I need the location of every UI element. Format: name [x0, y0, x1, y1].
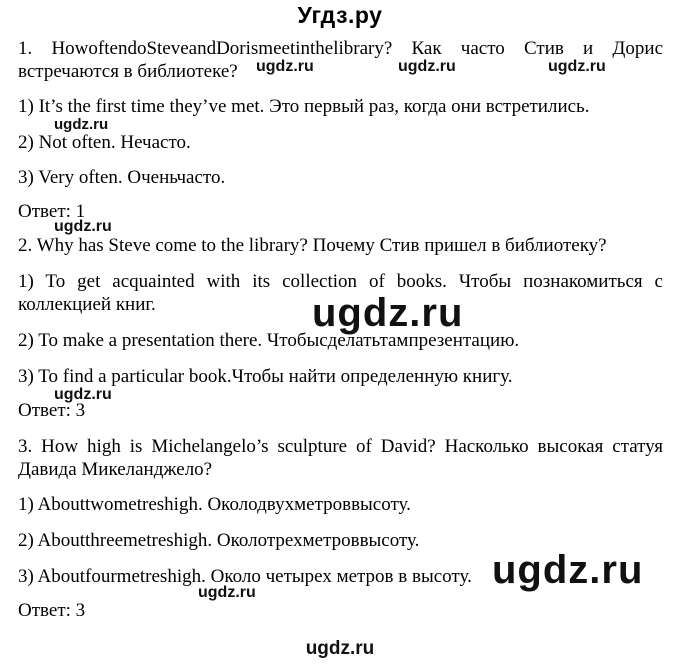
question-1-option-3: 3) Very often. Оченьчасто.: [18, 167, 226, 188]
watermark-small: ugdz.ru: [54, 218, 112, 235]
site-title: Угдз.ру: [297, 2, 383, 28]
watermark-small: ugdz.ru: [548, 58, 606, 75]
watermark-small: ugdz.ru: [54, 386, 112, 403]
watermark-small: ugdz.ru: [256, 58, 314, 75]
question-1-text-line-2: встречаются в библиотеке?: [18, 61, 238, 82]
watermark-large: ugdz.ru: [492, 548, 644, 592]
watermark-small: ugdz.ru: [198, 584, 256, 601]
watermark-footer: ugdz.ru: [305, 638, 375, 659]
question-2-option-1-line-2: коллекцией книг.: [18, 294, 156, 315]
question-1-text-line-1: 1. HowoftendoSteveandDorismeetinthelibrary? Как часто Стив и Дорис: [18, 38, 663, 59]
watermark-small: ugdz.ru: [54, 116, 109, 133]
question-2-option-2: 2) To make a presentation there. Чтобысделатьтампрезентацию.: [18, 330, 520, 351]
question-1-option-1: 1) It’s the first time they’ve met. Это первый раз, когда они встретились.: [18, 96, 590, 117]
question-1-option-2: 2) Not often. Нечасто.: [18, 132, 191, 153]
question-2-text: 2. Why has Steve come to the library? Почему Стив пришел в библиотеку?: [18, 235, 607, 256]
question-2-option-3: 3) To find a particular book.Чтобы найти определенную книгу.: [18, 366, 513, 387]
question-3-option-3: 3) Aboutfourmetreshigh. Около четырех метров в высоту.: [18, 566, 472, 587]
question-2-option-1-line-1: 1) To get acquainted with its collection of books. Чтобы познакомиться с: [18, 271, 663, 292]
question-2-answer: Ответ: 3: [18, 400, 86, 421]
question-3-answer: Ответ: 3: [18, 600, 86, 621]
question-3-text-line-2: Давида Микеланджело?: [18, 459, 213, 480]
question-3-option-1: 1) Abouttwometreshigh. Околодвухметроввысоту.: [18, 494, 411, 515]
watermark-large: ugdz.ru: [312, 291, 464, 335]
question-3-option-2: 2) Aboutthreemetreshigh. Околотрехметроввысоту.: [18, 530, 420, 551]
watermark-small: ugdz.ru: [398, 58, 456, 75]
question-3-text-line-1: 3. How high is Michelangelo’s sculpture of David? Насколько высокая статуя: [18, 436, 663, 457]
question-1-answer: Ответ: 1: [18, 201, 86, 222]
